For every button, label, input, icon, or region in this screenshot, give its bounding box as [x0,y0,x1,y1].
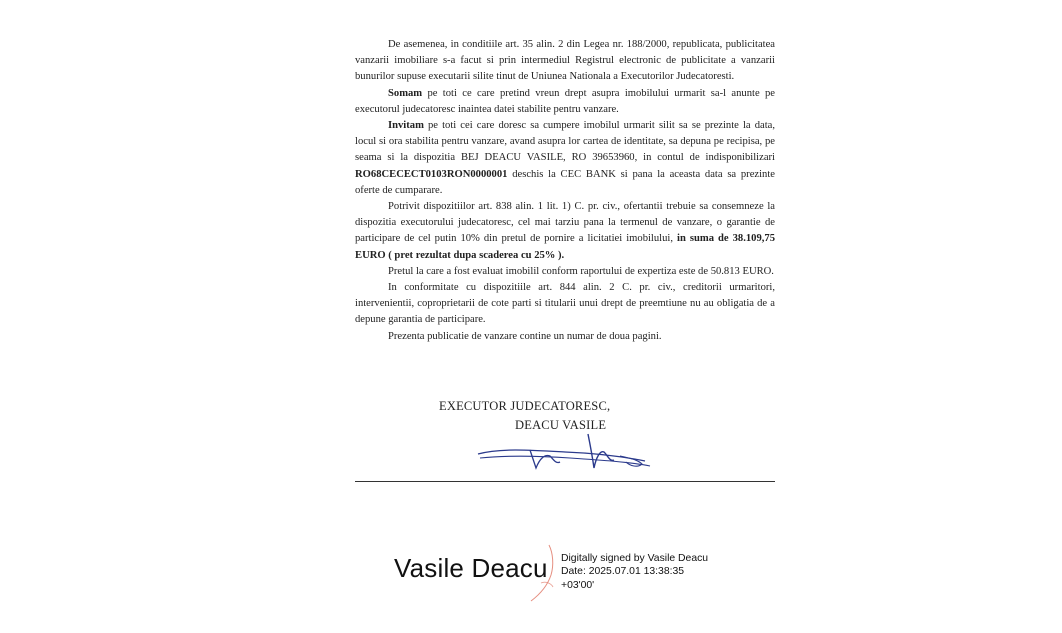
signature-title: EXECUTOR JUDECATORESC, [439,399,611,413]
paragraph-invitam-text: pe toti cei care doresc sa cumpere imobilul urmarit silit sa se prezinte la data, locul si ora stabilita pentru vanzare, avand asupra lor cartea de identitate, sa depuna pe recipisa, pe seama si la dispozitia BEJ DEACU VASILE, RO 39653960, in contul de indisponibilizari [355,120,775,164]
paragraph-somam [355,86,775,118]
digital-signed-date: Date: 2025.07.01 13:38:35 [561,566,685,578]
digital-signed-timezone: +03'00' [561,579,595,591]
digital-signer-name: Vasile Deacu [394,553,548,583]
document-body [355,37,775,345]
handwritten-signature [470,428,660,478]
paragraph-guarantee [355,199,775,264]
paragraph-invitam [355,118,775,199]
bank-account-iban: RO68CECECT0103RON0000001 [355,168,508,180]
paragraph-pages: Prezenta publicatie de vanzare contine un numar de doua pagini. [388,330,662,342]
signature-divider [355,481,775,482]
paragraph-somam-text: pe toti ce care pretind vreun drept asupra imobilului urmarit sa-l anunte pe executorul judecatoresc inaintea datei stabilite pentru vanzare. [355,87,775,115]
digital-signature-mark [527,543,563,605]
bold-somam: Somam [388,87,423,99]
paragraph-guarantee-text: Potrivit dispozitiilor art. 838 alin. 1 lit. 1) C. pr. civ., ofertantii trebuie sa consemneze la dispozitia executorului judecatoresc, cel mai tarziu pana la termenul de vanzare, o garantie de participare de cel putin 10% din pretul de pornire a licitatiei imobilului, [355,201,775,245]
signature-name: DEACU VASILE [515,418,607,432]
bold-invitam: Invitam [388,120,424,132]
paragraph-valuation: Pretul la care a fost evaluat imobilil conform raportului de expertiza este de 50.813 EURO. [388,265,774,277]
digital-signature-info [561,552,708,592]
guarantee-amount: in suma de 38.109,75 EURO ( pret rezultat dupa scaderea cu 25% ). [355,233,775,261]
paragraph-exemption: In conformitate cu dispozitiile art. 844 alin. 2 C. pr. civ., creditorii urmaritori, intervenientii, coproprietarii de cote parti si titularii unui drept de preemtiune nu au obligatia de a depune garantia de participare. [355,282,775,326]
paragraph-publicity: De asemenea, in conditiile art. 35 alin. 2 din Legea nr. 188/2000, republicata, publicitatea vanzarii imobiliare s-a facut si prin intermediul Registrul electronic de publicitate a vanzarii bunurilor supuse executarii silite tinut de Uniunea Nationala a Executorilor Judecatoresti. [355,39,775,83]
digital-signed-by: Digitally signed by Vasile Deacu [561,553,709,564]
paragraph-invitam-end: deschis la CEC BANK si pana la aceasta data sa prezinte oferte de cumparare. [355,168,775,196]
